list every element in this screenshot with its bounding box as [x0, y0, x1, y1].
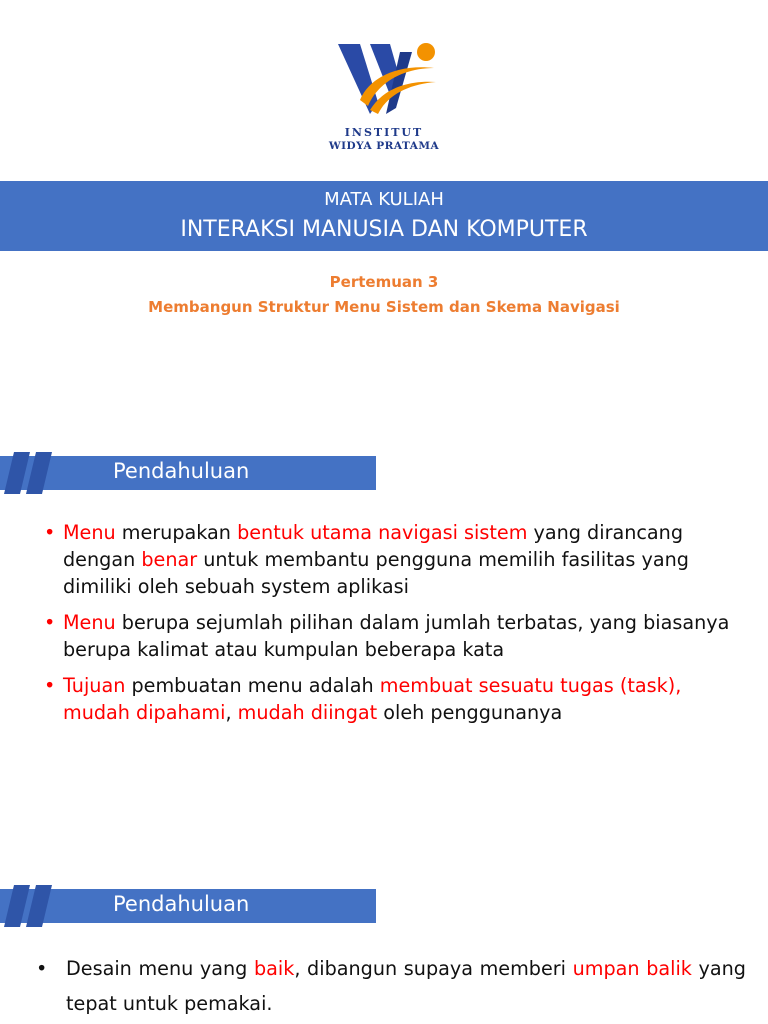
- body-text: pembuatan menu adalah: [125, 674, 380, 697]
- bullet-list-1: [44, 519, 744, 735]
- bullet-dot: •: [44, 611, 56, 634]
- course-title: INTERAKSI MANUSIA DAN KOMPUTER: [180, 217, 588, 242]
- body-text: Desain menu yang: [66, 957, 254, 980]
- body-text: berupa sejumlah pilihan dalam jumlah terbatas, yang biasanya berupa kalimat atau kumpulan beberapa kata: [63, 611, 730, 661]
- bullet-item-4: [36, 951, 746, 1021]
- body-text: oleh penggunanya: [377, 701, 563, 724]
- highlight-text: umpan balik: [572, 957, 692, 980]
- highlight-text: membuat sesuatu tugas (task), mudah dipahami: [63, 674, 682, 724]
- double-slash-icon: [0, 452, 60, 494]
- body-text: yang tepat untuk pemakai.: [66, 957, 746, 1015]
- bullet-dot: •: [36, 957, 48, 980]
- body-text: ,: [225, 701, 238, 724]
- section-title-2: Pendahuluan: [113, 892, 250, 916]
- meeting-number: Pertemuan 3: [329, 273, 439, 291]
- bullet-text: [36, 951, 746, 1021]
- course-banner: [0, 181, 768, 251]
- section-header-2: [0, 889, 376, 923]
- meeting-topic: Membangun Struktur Menu Sistem dan Skema Navigasi: [148, 298, 620, 316]
- bullet-item-2: [44, 609, 744, 663]
- bullet-dot: •: [44, 674, 56, 697]
- bullet-dot: •: [44, 521, 56, 544]
- body-text: , dibangun supaya memberi: [294, 957, 573, 980]
- highlight-text: mudah diingat: [237, 701, 378, 724]
- highlight-text: Menu: [63, 611, 116, 634]
- highlight-text: bentuk utama navigasi sistem: [237, 521, 528, 544]
- bullet-item-3: [44, 672, 744, 726]
- double-slash-icon: [0, 885, 60, 927]
- bullet-item-1: [44, 519, 744, 600]
- body-text: yang dirancang dengan: [63, 521, 684, 571]
- body-text: untuk membantu pengguna memilih fasilitas yang dimiliki oleh sebuah system aplikasi: [63, 548, 689, 598]
- highlight-text: benar: [141, 548, 198, 571]
- highlight-text: Tujuan: [63, 674, 126, 697]
- institution-logo-icon: [330, 38, 458, 118]
- logo-line-2: WIDYA PRATAMA: [328, 140, 440, 152]
- body-text: merupakan: [115, 521, 238, 544]
- highlight-text: Menu: [63, 521, 116, 544]
- highlight-text: baik: [253, 957, 295, 980]
- section-header-1: [0, 456, 376, 490]
- banner-label: MATA KULIAH: [324, 189, 444, 210]
- logo-line-1: INSTITUT: [344, 126, 424, 139]
- section-title-1: Pendahuluan: [113, 459, 250, 483]
